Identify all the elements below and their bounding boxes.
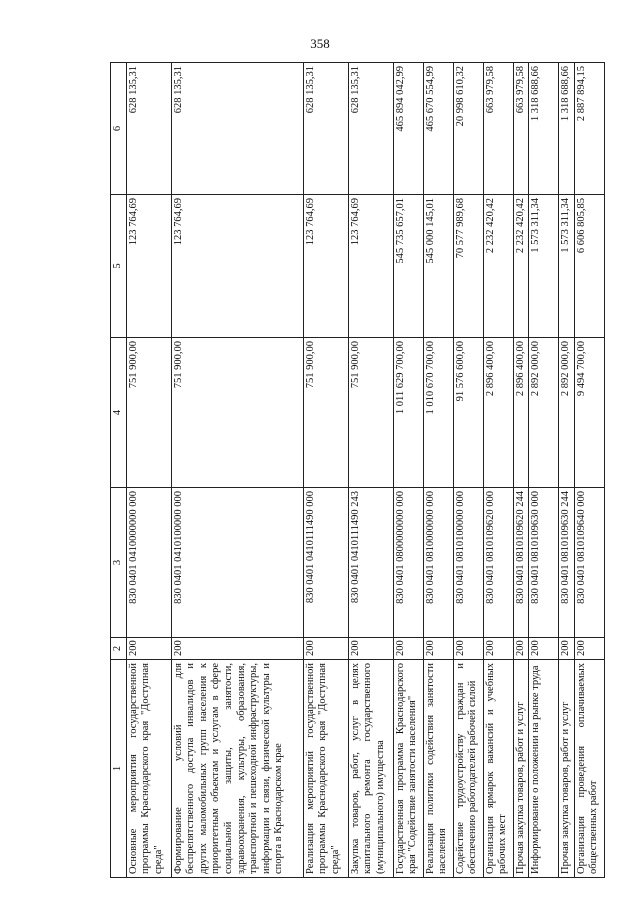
row-code: 200 <box>529 638 559 660</box>
row-kbk: 830 0401 0810000000 000 <box>423 488 453 638</box>
row-value-4: 91 576 600,00 <box>453 338 483 488</box>
row-value-4: 2 896 400,00 <box>483 338 513 488</box>
row-value-6: 1 318 688,66 <box>559 63 575 195</box>
table-row <box>559 63 575 878</box>
row-name: Содействие трудоустройству граждан и обеспечению работодателей рабочей силой <box>453 660 483 878</box>
row-kbk: 830 0401 0410111490 000 <box>303 488 348 638</box>
page-number: 358 <box>310 36 330 51</box>
row-name: Формирование условий для беспрепятственного доступа инвалидов и других маломобильных групп населения к приоритетным объектам и услугам в сфере социальной защиты, занятости, здравоохранения, культуры, образования, транспортной и пешеходной инфраструктуры, информации и связи, физической культуры и спорта в Краснодарском крае <box>171 660 303 878</box>
row-name: Организация проведения оплачиваемых общественных работ <box>574 660 604 878</box>
row-name: Прочая закупка товаров, работ и услуг <box>559 660 575 878</box>
row-code: 200 <box>423 638 453 660</box>
row-value-4: 2 892 000,00 <box>559 338 575 488</box>
row-code: 200 <box>303 638 348 660</box>
row-value-5: 6 606 805,85 <box>574 195 604 338</box>
row-value-6: 465 670 554,99 <box>423 63 453 195</box>
row-kbk: 830 0401 0810109620 244 <box>513 488 529 638</box>
row-value-4: 2 892 000,00 <box>529 338 559 488</box>
budget-table <box>110 62 605 878</box>
row-name: Реализация политики содействия занятости населения <box>423 660 453 878</box>
table-row <box>529 63 559 878</box>
row-value-6: 465 894 042,99 <box>393 63 423 195</box>
row-value-4: 2 896 400,00 <box>513 338 529 488</box>
row-name: Закупка товаров, работ, услуг в целях капитального ремонта государственного (муниципального) имущества <box>348 660 393 878</box>
row-name: Реализация мероприятий государственной программы Краснодарского края "Доступная среда" <box>303 660 348 878</box>
row-value-6: 1 318 688,66 <box>529 63 559 195</box>
row-value-4: 751 900,00 <box>126 338 171 488</box>
rotated-table-wrapper <box>110 63 610 878</box>
row-value-4: 751 900,00 <box>171 338 303 488</box>
column-header: 5 <box>111 195 127 338</box>
row-code: 200 <box>348 638 393 660</box>
row-code: 200 <box>453 638 483 660</box>
row-value-5: 123 764,69 <box>126 195 171 338</box>
row-value-5: 545 000 145,01 <box>423 195 453 338</box>
row-value-6: 663 979,58 <box>483 63 513 195</box>
row-name: Организация ярмарок вакансий и учебных рабочих мест <box>483 660 513 878</box>
row-value-5: 123 764,69 <box>303 195 348 338</box>
row-value-6: 663 979,58 <box>513 63 529 195</box>
row-code: 200 <box>171 638 303 660</box>
column-header: 1 <box>111 660 127 878</box>
row-kbk: 830 0401 0410100000 000 <box>171 488 303 638</box>
row-value-4: 751 900,00 <box>303 338 348 488</box>
row-value-6: 628 135,31 <box>348 63 393 195</box>
row-kbk: 830 0401 0800000000 000 <box>393 488 423 638</box>
row-value-6: 628 135,31 <box>303 63 348 195</box>
row-kbk: 830 0401 0410000000 000 <box>126 488 171 638</box>
row-name: Информирование о положении на рынке труда <box>529 660 559 878</box>
row-value-6: 628 135,31 <box>171 63 303 195</box>
row-code: 200 <box>574 638 604 660</box>
row-value-4: 9 494 700,00 <box>574 338 604 488</box>
row-kbk: 830 0401 0810109630 000 <box>529 488 559 638</box>
table-row <box>513 63 529 878</box>
row-value-5: 1 573 311,34 <box>529 195 559 338</box>
row-name: Прочая закупка товаров, работ и услуг <box>513 660 529 878</box>
column-header: 6 <box>111 63 127 195</box>
row-kbk: 830 0401 0810109630 244 <box>559 488 575 638</box>
table-row <box>393 63 423 878</box>
table-row <box>348 63 393 878</box>
row-value-6: 20 998 610,32 <box>453 63 483 195</box>
table-row <box>423 63 453 878</box>
table-row <box>483 63 513 878</box>
row-code: 200 <box>483 638 513 660</box>
row-value-5: 2 232 420,42 <box>483 195 513 338</box>
row-value-6: 628 135,31 <box>126 63 171 195</box>
column-header: 4 <box>111 338 127 488</box>
header-row <box>111 63 127 878</box>
row-code: 200 <box>393 638 423 660</box>
column-header: 2 <box>111 638 127 660</box>
row-value-5: 1 573 311,34 <box>559 195 575 338</box>
row-value-4: 1 010 670 700,00 <box>423 338 453 488</box>
row-kbk: 830 0401 0810109640 000 <box>574 488 604 638</box>
row-value-6: 2 887 894,15 <box>574 63 604 195</box>
row-kbk: 830 0401 0410111490 243 <box>348 488 393 638</box>
row-name: Государственная программа Краснодарского края "Содействие занятости населения" <box>393 660 423 878</box>
table-row <box>574 63 604 878</box>
table-row <box>453 63 483 878</box>
row-value-5: 545 735 657,01 <box>393 195 423 338</box>
row-value-5: 123 764,69 <box>348 195 393 338</box>
row-value-5: 123 764,69 <box>171 195 303 338</box>
row-kbk: 830 0401 0810109620 000 <box>483 488 513 638</box>
row-kbk: 830 0401 0810100000 000 <box>453 488 483 638</box>
row-value-5: 2 232 420,42 <box>513 195 529 338</box>
row-code: 200 <box>126 638 171 660</box>
row-code: 200 <box>559 638 575 660</box>
table-row <box>171 63 303 878</box>
rotated-page-region <box>110 63 610 878</box>
table-row <box>303 63 348 878</box>
column-header: 3 <box>111 488 127 638</box>
row-value-4: 1 011 629 700,00 <box>393 338 423 488</box>
row-name: Основные мероприятия государственной программы Краснодарского края "Доступная среда" <box>126 660 171 878</box>
row-value-5: 70 577 989,68 <box>453 195 483 338</box>
row-value-4: 751 900,00 <box>348 338 393 488</box>
table-row <box>126 63 171 878</box>
row-code: 200 <box>513 638 529 660</box>
